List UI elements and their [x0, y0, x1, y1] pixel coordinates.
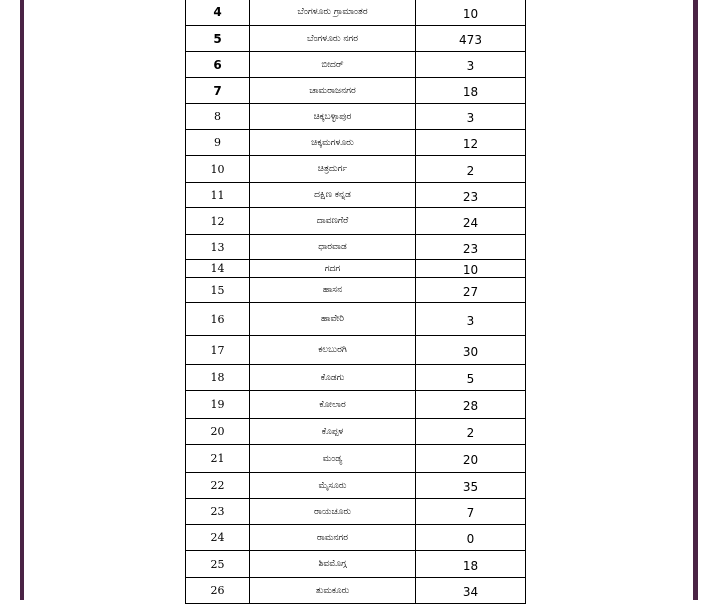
page-border-left	[20, 0, 24, 600]
row-number: 13	[186, 235, 250, 260]
district-name: ಬೆಂಗಳೂರು ನಗರ	[250, 26, 416, 52]
case-count: 12	[416, 130, 526, 156]
district-name: ಧಾರವಾಡ	[250, 235, 416, 260]
case-count: 5	[416, 365, 526, 391]
case-count: 473	[416, 26, 526, 52]
table-row	[186, 499, 526, 525]
row-number: 22	[186, 473, 250, 499]
district-name: ಗದಗ	[250, 260, 416, 278]
page-border-right	[693, 0, 698, 600]
row-number: 9	[186, 130, 250, 156]
row-number: 23	[186, 499, 250, 525]
district-name: ಹಾಸನ	[250, 278, 416, 303]
district-name: ದಕ್ಷಿಣ ಕನ್ನಡ	[250, 183, 416, 208]
table-row	[186, 365, 526, 391]
row-number: 12	[186, 208, 250, 235]
row-number: 10	[186, 156, 250, 183]
table-row	[186, 0, 526, 26]
row-number: 7	[186, 78, 250, 104]
district-name: ರಾಯಚೂರು	[250, 499, 416, 525]
case-count: 20	[416, 445, 526, 473]
table-row	[186, 183, 526, 208]
district-name: ಶಿವಮೊಗ್ಗ	[250, 551, 416, 578]
district-name: ಮಂಡ್ಯ	[250, 445, 416, 473]
district-name: ತುಮಕೂರು	[250, 578, 416, 604]
case-count: 2	[416, 156, 526, 183]
table-row	[186, 26, 526, 52]
row-number: 14	[186, 260, 250, 278]
table-row	[186, 235, 526, 260]
row-number: 17	[186, 336, 250, 365]
table-row	[186, 278, 526, 303]
case-count: 10	[416, 260, 526, 278]
row-number: 19	[186, 391, 250, 419]
row-number: 11	[186, 183, 250, 208]
case-count: 3	[416, 303, 526, 336]
district-name: ಚಿಕ್ಕಬಳ್ಳಾಪುರ	[250, 104, 416, 130]
table-row	[186, 260, 526, 278]
case-count: 27	[416, 278, 526, 303]
case-count: 34	[416, 578, 526, 604]
table-row	[186, 52, 526, 78]
table-row	[186, 336, 526, 365]
table-row	[186, 130, 526, 156]
case-count: 18	[416, 78, 526, 104]
table-row	[186, 473, 526, 499]
case-count: 3	[416, 104, 526, 130]
district-name: ಕೋಲಾರ	[250, 391, 416, 419]
district-name: ದಾವಣಗೆರೆ	[250, 208, 416, 235]
table-row	[186, 303, 526, 336]
case-count: 35	[416, 473, 526, 499]
district-table	[185, 0, 526, 604]
case-count: 2	[416, 419, 526, 445]
case-count: 10	[416, 0, 526, 26]
row-number: 21	[186, 445, 250, 473]
case-count: 23	[416, 235, 526, 260]
district-name: ಕೊಡಗು	[250, 365, 416, 391]
table-row	[186, 104, 526, 130]
district-name: ಕಲಬುರಗಿ	[250, 336, 416, 365]
table-row	[186, 551, 526, 578]
table-row	[186, 208, 526, 235]
row-number: 6	[186, 52, 250, 78]
case-count: 7	[416, 499, 526, 525]
district-name: ಚಿಕ್ಕಮಗಳೂರು	[250, 130, 416, 156]
district-name: ಬೀದರ್	[250, 52, 416, 78]
case-count: 23	[416, 183, 526, 208]
district-name: ಚಿತ್ರದುರ್ಗ	[250, 156, 416, 183]
table-row	[186, 156, 526, 183]
case-count: 3	[416, 52, 526, 78]
table-row	[186, 391, 526, 419]
district-name: ಕೊಪ್ಪಳ	[250, 419, 416, 445]
table-row	[186, 445, 526, 473]
row-number: 5	[186, 26, 250, 52]
table-row	[186, 78, 526, 104]
district-name: ಬೆಂಗಳೂರು ಗ್ರಾಮಾಂತರ	[250, 0, 416, 26]
district-name: ಮೈಸೂರು	[250, 473, 416, 499]
table-row	[186, 525, 526, 551]
row-number: 25	[186, 551, 250, 578]
case-count: 18	[416, 551, 526, 578]
district-name: ಹಾವೇರಿ	[250, 303, 416, 336]
case-count: 28	[416, 391, 526, 419]
case-count: 0	[416, 525, 526, 551]
case-count: 30	[416, 336, 526, 365]
district-name: ರಾಮನಗರ	[250, 525, 416, 551]
district-name: ಚಾಮರಾಜನಗರ	[250, 78, 416, 104]
row-number: 16	[186, 303, 250, 336]
row-number: 18	[186, 365, 250, 391]
row-number: 20	[186, 419, 250, 445]
table-row	[186, 419, 526, 445]
row-number: 8	[186, 104, 250, 130]
row-number: 4	[186, 0, 250, 26]
row-number: 15	[186, 278, 250, 303]
case-count: 24	[416, 208, 526, 235]
row-number: 26	[186, 578, 250, 604]
row-number: 24	[186, 525, 250, 551]
